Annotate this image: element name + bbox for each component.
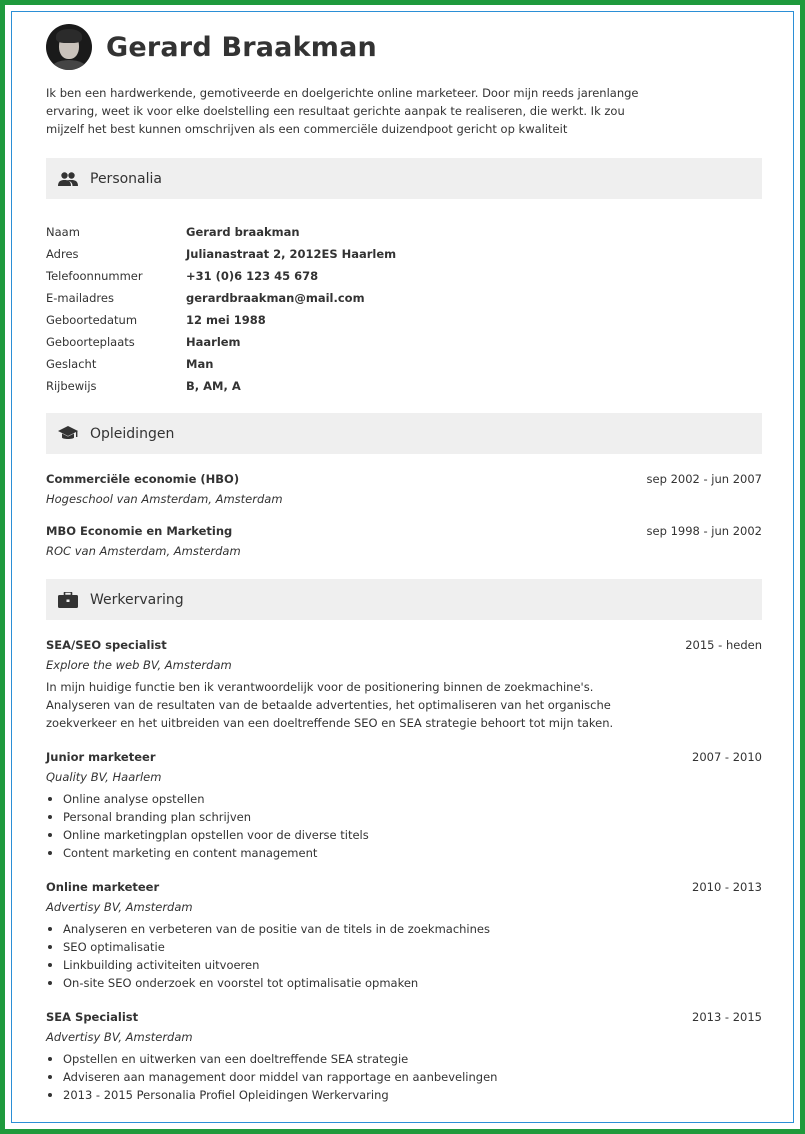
list-item-text: SEO optimalisatie bbox=[63, 940, 165, 954]
bullet-icon bbox=[48, 851, 52, 855]
list-item-text: Online analyse opstellen bbox=[63, 792, 205, 806]
job-description: In mijn huidige functie ben ik verantwoordelijk voor de positionering binnen de zoekmachine's. Analyseren van de resultaten van de betaalde advertenties, het optimaliseren van het organische zoekverkeer en het uitbreiden van een doeltreffende SEO en SEA strategie behoort tot mijn taken. bbox=[46, 680, 614, 730]
job-date: 2010 - 2013 bbox=[692, 880, 762, 894]
bullet-icon bbox=[48, 797, 52, 801]
field-label: Rijbewijs bbox=[46, 379, 97, 393]
bullet-icon bbox=[48, 981, 52, 985]
section-werkervaring bbox=[46, 579, 762, 620]
experience-entry bbox=[46, 747, 762, 862]
cv-header bbox=[46, 24, 762, 70]
section-title-werkervaring: Werkervaring bbox=[90, 591, 184, 608]
personalia-row-telefoon bbox=[46, 265, 762, 287]
job-date: 2015 - heden bbox=[685, 638, 762, 652]
bullet-icon bbox=[48, 833, 52, 837]
job-bullets bbox=[46, 920, 762, 992]
job-bullets bbox=[46, 790, 762, 862]
list-item bbox=[46, 1068, 762, 1086]
bullet-icon bbox=[48, 1057, 52, 1061]
list-item bbox=[46, 826, 762, 844]
list-item bbox=[46, 790, 762, 808]
list-item bbox=[46, 920, 762, 938]
job-bullets bbox=[46, 1050, 762, 1104]
education-date: sep 2002 - jun 2007 bbox=[646, 472, 762, 486]
bullet-icon bbox=[48, 945, 52, 949]
field-label: Geboorteplaats bbox=[46, 335, 135, 349]
job-title: Online marketeer bbox=[46, 880, 160, 894]
avatar-shoulders bbox=[50, 60, 88, 70]
list-item-text: 2013 - 2015 Personalia Profiel Opleidingen Werkervaring bbox=[63, 1088, 389, 1102]
briefcase-icon bbox=[58, 590, 78, 610]
field-label: E-mailadres bbox=[46, 291, 114, 305]
section-personalia bbox=[46, 158, 762, 199]
section-opleidingen bbox=[46, 413, 762, 454]
list-item bbox=[46, 938, 762, 956]
list-item bbox=[46, 956, 762, 974]
job-title: SEA Specialist bbox=[46, 1010, 139, 1024]
experience-entry bbox=[46, 635, 762, 732]
field-label: Naam bbox=[46, 225, 80, 239]
personalia-row-geboorteplaats bbox=[46, 331, 762, 353]
cv-page bbox=[46, 24, 762, 1104]
list-item-text: Adviseren aan management door middel van rapportage en aanbevelingen bbox=[63, 1070, 498, 1084]
bullet-icon bbox=[48, 1093, 52, 1097]
education-entry bbox=[46, 521, 762, 561]
bullet-icon bbox=[48, 1075, 52, 1079]
job-date: 2013 - 2015 bbox=[692, 1010, 762, 1024]
avatar bbox=[46, 24, 92, 70]
list-item bbox=[46, 1086, 762, 1104]
list-item-text: On-site SEO onderzoek en voorstel tot optimalisatie opmaken bbox=[63, 976, 419, 990]
list-item bbox=[46, 1050, 762, 1068]
field-value: gerardbraakman@mail.com bbox=[186, 291, 365, 305]
list-item bbox=[46, 844, 762, 862]
field-value: Julianastraat 2, 2012ES Haarlem bbox=[186, 247, 397, 261]
list-item-text: Content marketing en content management bbox=[63, 846, 318, 860]
field-label: Telefoonnummer bbox=[46, 269, 143, 283]
bullet-icon bbox=[48, 963, 52, 967]
education-title: MBO Economie en Marketing bbox=[46, 524, 233, 538]
list-item-text: Online marketingplan opstellen voor de diverse titels bbox=[63, 828, 369, 842]
job-title: SEA/SEO specialist bbox=[46, 638, 167, 652]
education-date: sep 1998 - jun 2002 bbox=[646, 524, 762, 538]
job-company: Advertisy BV, Amsterdam bbox=[46, 1030, 193, 1044]
personalia-table bbox=[46, 221, 762, 397]
personalia-row-adres bbox=[46, 243, 762, 265]
education-institution: Hogeschool van Amsterdam, Amsterdam bbox=[46, 492, 283, 506]
bullet-icon bbox=[48, 927, 52, 931]
list-item-text: Personal branding plan schrijven bbox=[63, 810, 252, 824]
field-label: Adres bbox=[46, 247, 79, 261]
experience-list bbox=[46, 635, 762, 1104]
field-label: Geboortedatum bbox=[46, 313, 138, 327]
field-value: Haarlem bbox=[186, 335, 241, 349]
personalia-row-geslacht bbox=[46, 353, 762, 375]
job-company: Advertisy BV, Amsterdam bbox=[46, 900, 193, 914]
personalia-row-naam bbox=[46, 221, 762, 243]
section-title-opleidingen: Opleidingen bbox=[90, 425, 175, 442]
education-institution: ROC van Amsterdam, Amsterdam bbox=[46, 544, 241, 558]
job-date: 2007 - 2010 bbox=[692, 750, 762, 764]
job-company: Explore the web BV, Amsterdam bbox=[46, 658, 232, 672]
list-item-text: Analyseren en verbeteren van de positie van de titels in de zoekmachines bbox=[63, 922, 490, 936]
personalia-row-geboortedatum bbox=[46, 309, 762, 331]
personalia-row-rijbewijs bbox=[46, 375, 762, 397]
intro-text: Ik ben een hardwerkende, gemotiveerde en doelgerichte online marketeer. Door mijn reeds jarenlange ervaring, weet ik voor elke doelstelling een resultaat gerichte aanpak te realiseren, die werkt. Ik zou mijzelf het best kunnen omschrijven als een commerciële duizendpoot gericht op kwaliteit bbox=[46, 86, 639, 136]
education-list bbox=[46, 469, 762, 561]
field-value: Man bbox=[186, 357, 214, 371]
bullet-icon bbox=[48, 815, 52, 819]
education-entry bbox=[46, 469, 762, 509]
section-title-personalia: Personalia bbox=[90, 170, 162, 187]
field-value: Gerard braakman bbox=[186, 225, 300, 239]
people-icon bbox=[58, 169, 78, 189]
candidate-name: Gerard Braakman bbox=[106, 31, 377, 63]
list-item bbox=[46, 808, 762, 826]
field-value: 12 mei 1988 bbox=[186, 313, 266, 327]
list-item-text: Linkbuilding activiteiten uitvoeren bbox=[63, 958, 260, 972]
job-title: Junior marketeer bbox=[46, 750, 156, 764]
personalia-row-email bbox=[46, 287, 762, 309]
avatar-hair bbox=[56, 29, 82, 43]
list-item bbox=[46, 974, 762, 992]
experience-entry bbox=[46, 1007, 762, 1104]
experience-entry bbox=[46, 877, 762, 992]
job-company: Quality BV, Haarlem bbox=[46, 770, 162, 784]
list-item-text: Opstellen en uitwerken van een doeltreffende SEA strategie bbox=[63, 1052, 409, 1066]
field-value: +31 (0)6 123 45 678 bbox=[186, 269, 319, 283]
field-label: Geslacht bbox=[46, 357, 97, 371]
education-title: Commerciële economie (HBO) bbox=[46, 472, 240, 486]
field-value: B, AM, A bbox=[186, 379, 241, 393]
graduation-cap-icon bbox=[58, 424, 78, 444]
